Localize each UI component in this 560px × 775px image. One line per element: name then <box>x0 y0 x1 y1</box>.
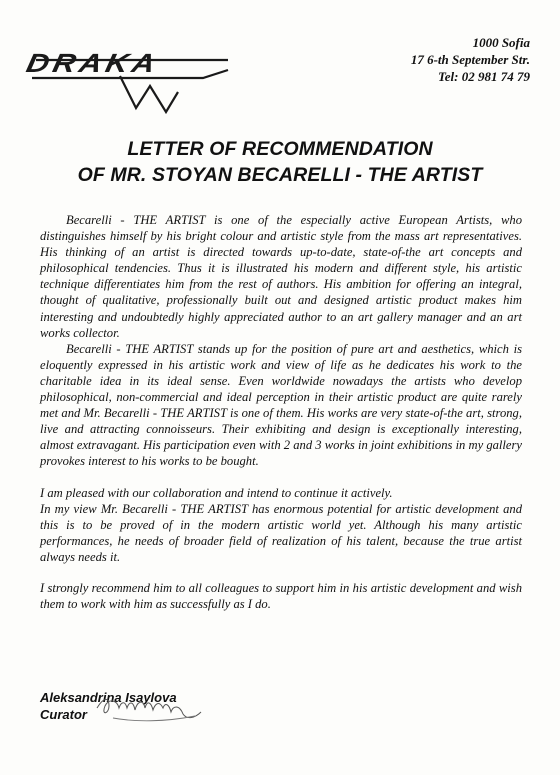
address-phone: Tel: 02 981 74 79 <box>438 69 530 84</box>
signatory-name: Aleksandrina Isaylova <box>40 690 177 705</box>
paragraph-intro: Becarelli - THE ARTIST is one of the especially active European Artists, who distinguishes himself by his bright colour and artistic style from the mass art representatives. His thinking of an artist is directed towards up-to-date, state-of-the art concepts and philosophical tendencies. Thus it is illustrated his modern and different style, his artistic technique differentiates him from the rest of authors. His ambition for offering an integral, thought of qualitative, professionally built out and designed artistic product makes him interesting and undoubtedly highly appreciated author to an art gallery manager and an art works collector. <box>40 213 522 340</box>
letter-title-line-1: LETTER OF RECOMMENDATION <box>127 138 433 160</box>
paragraph-recommendation: I strongly recommend him to all colleagues to support him in his artistic development and wish them to work with him as successfully as I do. <box>40 580 522 612</box>
letter-body <box>40 212 522 612</box>
address-city: 1000 Sofia <box>472 35 530 50</box>
logo-text: DRAKA <box>23 48 162 78</box>
paragraph-potential: In my view Mr. Becarelli - THE ARTIST has enormous potential for artistic development and this is to be proved of in the modern artistic world yet. Although his many artistic performances, he needs of broader field of realization of his talent, because the true artist always needs it. <box>40 501 522 564</box>
sender-address <box>411 34 530 85</box>
paragraph-aesthetics: Becarelli - THE ARTIST stands up for the position of pure art and aesthetics, which is eloquently expressed in his artistic work and view of life as he dedicates his work to the charitable idea in its ideal sense. Even worldwide nowadays the artists who develop philosophical, non-commercial and ideal perception in their artistic product are quite rarely met and Mr. Becarelli - THE ARTIST is one of them. His works are very state-of-the art, strong, live and attracting connoisseurs. Their exhibiting and design is exceptionally interesting, almost extravagant. His participation even with 2 and 3 works in joint exhibitions in my gallery provokes interest to his works to be bought. <box>40 341 523 469</box>
letter-title-line-2: OF MR. STOYAN BECARELLI - THE ARTIST <box>77 164 483 186</box>
paragraph-collaboration: I am pleased with our collaboration and intend to continue it actively. <box>40 485 393 500</box>
handwritten-signature-icon <box>95 688 205 724</box>
address-street: 17 6-th September Str. <box>410 52 530 67</box>
signatory-role: Curator <box>40 707 87 722</box>
logo-swoosh-icon <box>28 48 233 118</box>
draka-logo <box>23 48 233 118</box>
